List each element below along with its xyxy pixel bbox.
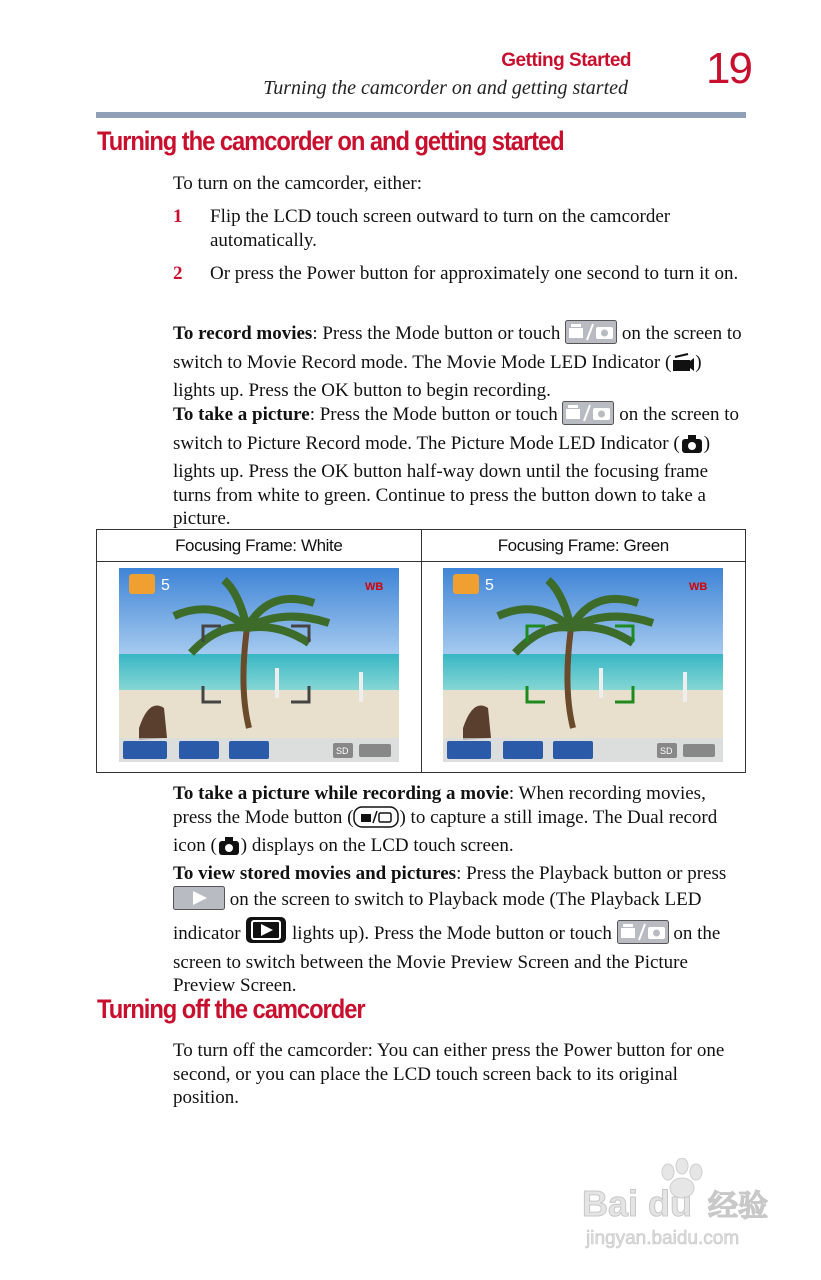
text-span: on the screen to switch between the Movie Preview Screen and the Picture Preview Screen. — [173, 923, 721, 996]
mode-button-icon — [353, 806, 399, 835]
text-span: : Press the Mode button or touch — [312, 323, 566, 344]
header-rule — [96, 112, 746, 118]
text-span: lights up). Press the Mode button or touch — [287, 923, 617, 944]
running-header-section: Getting Started — [501, 50, 631, 71]
watermark-url: jingyan.baidu.com — [586, 1228, 740, 1249]
turn-off-paragraph — [173, 1039, 748, 1110]
table-header-white: Focusing Frame: White — [97, 530, 422, 562]
movie-mode-led-icon — [671, 351, 695, 380]
mode-switch-icon — [617, 920, 669, 951]
text-span: ) displays on the LCD touch screen. — [240, 835, 514, 856]
view-stored-paragraph — [173, 862, 748, 998]
camera-icon — [680, 432, 704, 461]
focusing-frame-white-image — [119, 568, 399, 762]
section-heading-turn-on: Turning the camcorder on and getting started — [97, 126, 564, 156]
text-span: : When recording movies, press the Mode button ( — [173, 783, 706, 828]
step-text: Flip the LCD touch screen outward to turn on the camcorder automatically. — [210, 206, 671, 251]
step-text: Or press the Power button for approximately one second to turn it on. — [210, 263, 739, 284]
sd-label: SD — [335, 745, 349, 756]
focusing-frame-table — [96, 529, 746, 773]
dual-record-icon — [217, 834, 241, 863]
playback-led-icon — [245, 916, 287, 951]
picture-while-recording-paragraph — [173, 782, 748, 863]
table-header-green: Focusing Frame: Green — [421, 530, 746, 562]
sd-label: SD — [660, 745, 673, 756]
intro-text: To turn on the camcorder, either: — [173, 173, 423, 194]
shot-count: 5 — [485, 576, 495, 594]
record-movies-paragraph — [173, 320, 748, 403]
text-span: ) lights up. Press the OK button to begin recording. — [173, 351, 702, 401]
playback-button-icon — [173, 886, 225, 917]
record-movies-lead: To record movies — [173, 323, 313, 344]
focusing-frame-green-image — [443, 568, 723, 762]
focusing-frame-white-cell — [97, 562, 422, 773]
step-number: 2 — [173, 263, 183, 284]
step-1 — [173, 205, 748, 252]
text-span: on the screen to switch to Playback mode (The Playback LED indicator — [173, 888, 702, 944]
baidu-watermark — [580, 1158, 780, 1250]
turn-off-text: To turn off the camcorder: You can either press the Power button for one second, or you can place the LCD touch screen back to its original position. — [173, 1040, 725, 1108]
text-span: ) lights up. Press the OK button half-way down until the focusing frame turns from white to green. Continue to press the button down to take a picture. — [173, 432, 711, 529]
step-2 — [173, 262, 748, 286]
text-span: : Press the Playback button or press — [456, 863, 727, 884]
shot-count: 5 — [160, 576, 170, 594]
text-span: : Press the Mode button or touch — [309, 404, 563, 425]
take-picture-lead: To take a picture — [173, 404, 310, 425]
step-number: 1 — [173, 206, 183, 227]
watermark-brand: Bai du — [582, 1183, 693, 1224]
intro-paragraph — [173, 172, 748, 196]
section-heading-turn-off: Turning off the camcorder — [97, 994, 365, 1024]
mode-switch-icon — [562, 401, 614, 432]
page-number: 19 — [706, 44, 751, 93]
focusing-frame-green-cell — [421, 562, 746, 773]
mode-switch-icon — [565, 320, 617, 351]
view-stored-lead: To view stored movies and pictures — [173, 863, 457, 884]
running-header-subtitle: Turning the camcorder on and getting started — [263, 77, 628, 99]
take-picture-paragraph — [173, 401, 748, 531]
watermark-cn: 经验 — [708, 1189, 768, 1224]
text-span: ) to capture a still image. The Dual record icon ( — [173, 806, 718, 856]
text-span: on the screen to switch to Picture Record mode. The Picture Mode LED Indicator ( — [173, 404, 739, 454]
picture-while-recording-lead: To take a picture while recording a movie — [173, 783, 509, 804]
wb-label: WB — [364, 580, 384, 593]
wb-label: WB — [689, 580, 708, 593]
text-span: on the screen to switch to Movie Record mode. The Movie Mode LED Indicator ( — [173, 323, 742, 373]
